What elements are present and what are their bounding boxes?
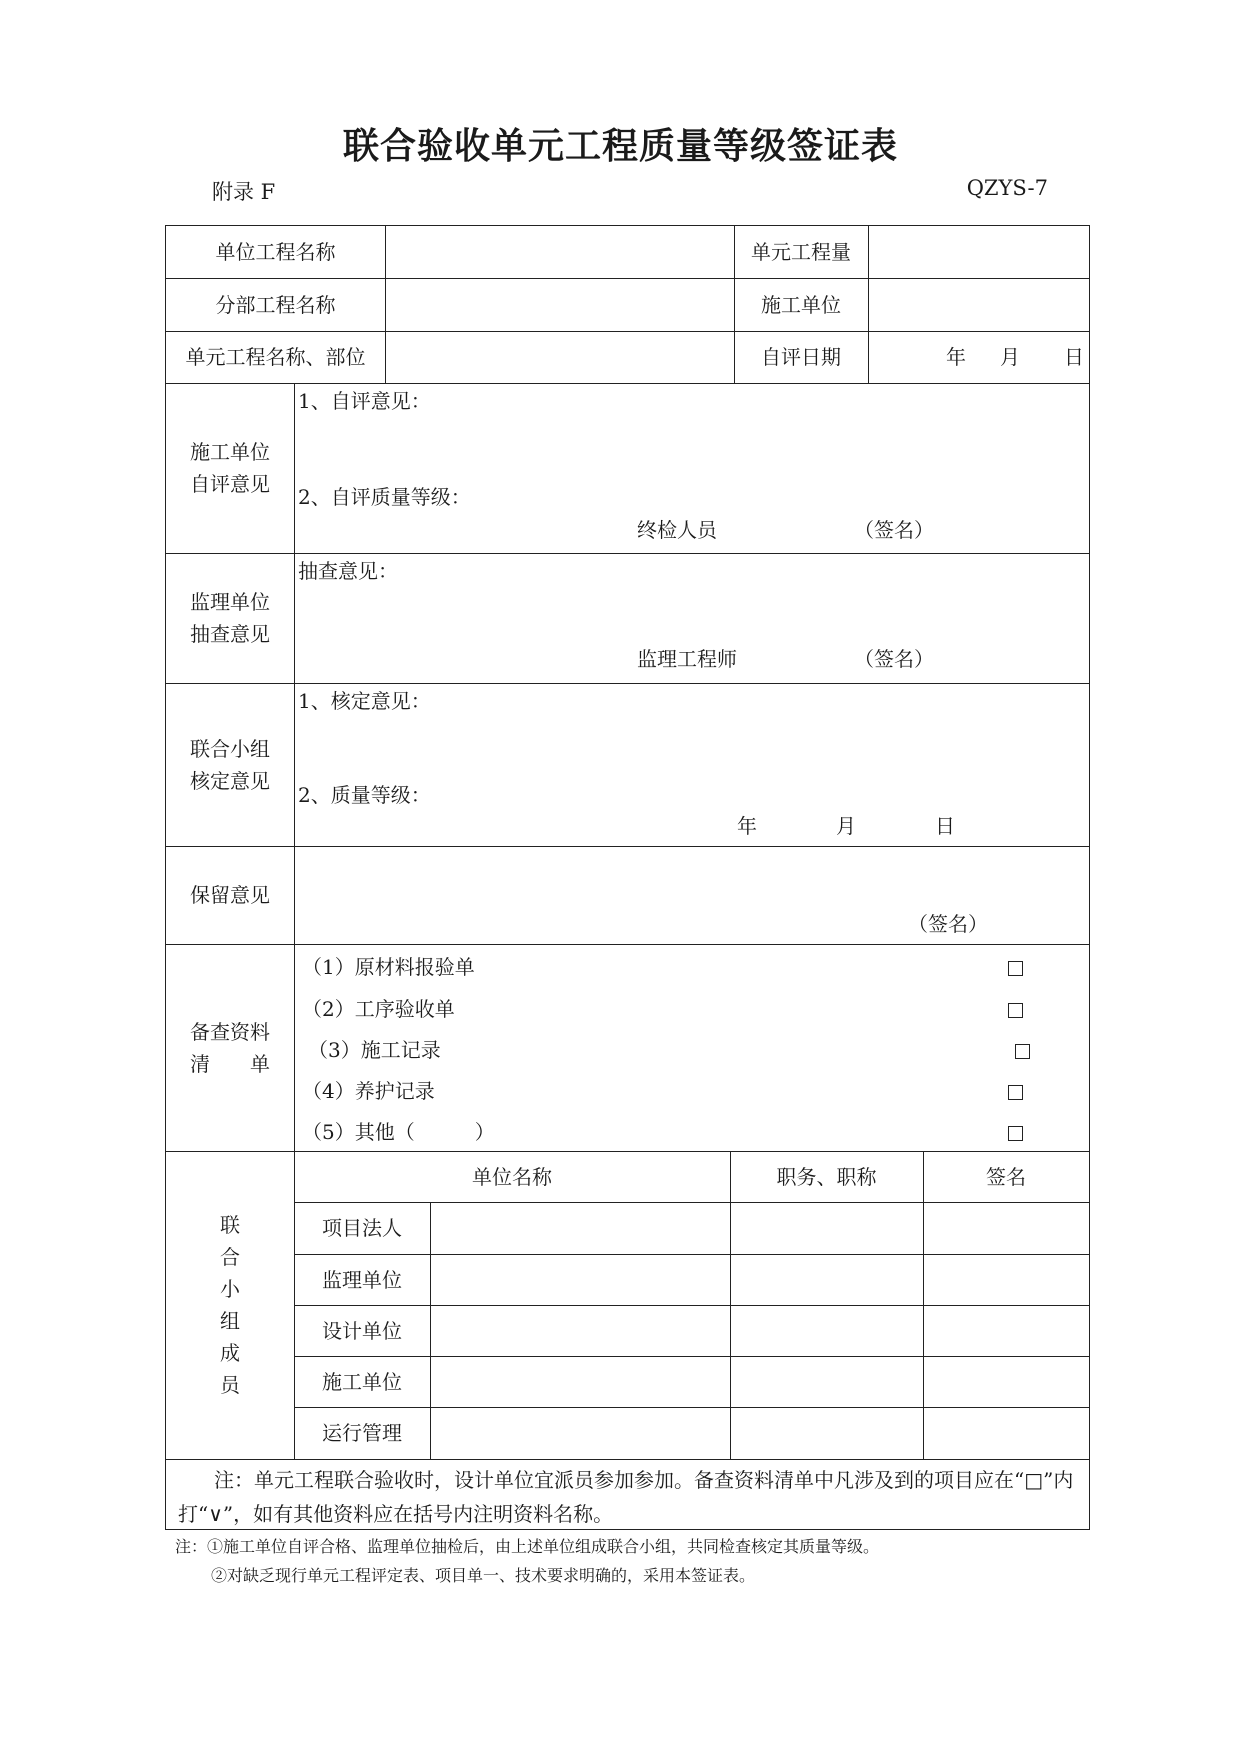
supervision-content[interactable]: [294, 553, 1089, 683]
form-code: QZYS-7: [966, 176, 1048, 200]
checkbox-construction-record[interactable]: [1015, 1044, 1030, 1059]
verification-opinion-label: 1、核定意见：: [298, 689, 431, 713]
self-eval-section-label: 施工单位 自评意见: [190, 440, 270, 496]
form-title: 联合验收单元工程质量等级签证表: [342, 125, 898, 167]
checklist-item-other: （5）其他（ ）: [302, 1120, 495, 1144]
checkbox-curing-record[interactable]: [1008, 1085, 1023, 1100]
self-eval-date-label: 自评日期: [761, 345, 841, 369]
member-row-supervision-unit: 监理单位: [322, 1267, 402, 1292]
joint-month-label: 月: [836, 814, 856, 838]
supervision-section-label: 监理单位 抽查意见: [190, 590, 270, 646]
spot-check-opinion-label: 抽查意见：: [298, 559, 398, 583]
subproject-name-field[interactable]: [385, 278, 734, 331]
checklist-item-construction-record: （3）施工记录: [308, 1038, 441, 1062]
joint-year-label: 年: [737, 814, 757, 838]
reserve-opinion-label: 保留意见: [190, 883, 270, 907]
acceptance-form: [165, 225, 1090, 1530]
checklist-item-curing-record: （4）养护记录: [302, 1079, 435, 1103]
member-row-project-owner: 项目法人: [322, 1216, 402, 1240]
self-eval-date-field[interactable]: [868, 331, 1089, 383]
element-quantity-field[interactable]: [868, 226, 1089, 278]
footnote-1: 注：①施工单位自评合格、监理单位抽检后，由上述单位组成联合小组，共同检查核定其质量等级。: [175, 1537, 880, 1556]
checklist-section-label: 备查资料 清 单: [190, 1019, 270, 1076]
form-note: 注：单元工程联合验收时，设计单位宜派员参加参加。备查资料清单中凡涉及到的项目应在“□”内打“∨”，如有其他资料应在括号内注明资料名称。: [178, 1468, 1074, 1526]
reserve-signature-label: （签名）: [908, 912, 988, 936]
checklist-item-process-acceptance: （2）工序验收单: [302, 997, 455, 1021]
supervision-engineer-label: 监理工程师: [637, 647, 737, 671]
signature-header: 签名: [986, 1164, 1026, 1189]
checklist-item-raw-material: （1）原材料报验单: [302, 955, 475, 979]
checkbox-process-acceptance[interactable]: [1008, 1003, 1023, 1018]
construction-unit-field[interactable]: [868, 278, 1089, 331]
final-inspector-label: 终检人员: [637, 518, 717, 542]
checkbox-other[interactable]: [1008, 1126, 1023, 1141]
reserve-opinion-content[interactable]: [294, 846, 1089, 944]
joint-team-section-label: 联合小组 核定意见: [190, 736, 270, 793]
unit-project-name-field[interactable]: [385, 226, 734, 278]
element-name-location-field[interactable]: [385, 331, 734, 383]
appendix-label: 附录 F: [212, 180, 276, 204]
self-eval-signature-label: （签名）: [854, 518, 934, 542]
checkbox-raw-material[interactable]: [1008, 961, 1023, 976]
member-row-operation-management: 运行管理: [322, 1421, 402, 1445]
quality-grade-label: 2、质量等级：: [298, 783, 431, 807]
date-day-label: 日: [1064, 345, 1084, 369]
joint-day-label: 日: [935, 814, 955, 838]
self-eval-opinion-label: 1、自评意见：: [298, 389, 431, 413]
unit-project-name-label: 单位工程名称: [215, 240, 336, 264]
joint-team-content[interactable]: [294, 683, 1089, 846]
unit-name-header: 单位名称: [472, 1164, 552, 1189]
position-title-header: 职务、职称: [776, 1164, 877, 1189]
self-eval-grade-label: 2、自评质量等级：: [298, 485, 471, 509]
date-month-label: 月: [1000, 345, 1020, 369]
self-eval-content[interactable]: [294, 383, 1089, 553]
subproject-name-label: 分部工程名称: [215, 292, 336, 317]
date-year-label: 年: [946, 345, 966, 369]
supervision-signature-label: （签名）: [854, 647, 934, 671]
construction-unit-label: 施工单位: [761, 292, 841, 317]
joint-team-members-label: 联 合 小 组 成 员: [220, 1213, 240, 1397]
footnote-2: ②对缺乏现行单元工程评定表、项目单一、技术要求明确的，采用本签证表。: [211, 1566, 756, 1585]
member-row-construction-unit: 施工单位: [322, 1369, 402, 1394]
checklist-content: [294, 944, 1089, 1151]
element-quantity-label: 单元工程量: [751, 240, 851, 264]
element-name-location-label: 单元工程名称、部位: [185, 345, 366, 369]
member-row-design-unit: 设计单位: [322, 1318, 402, 1343]
